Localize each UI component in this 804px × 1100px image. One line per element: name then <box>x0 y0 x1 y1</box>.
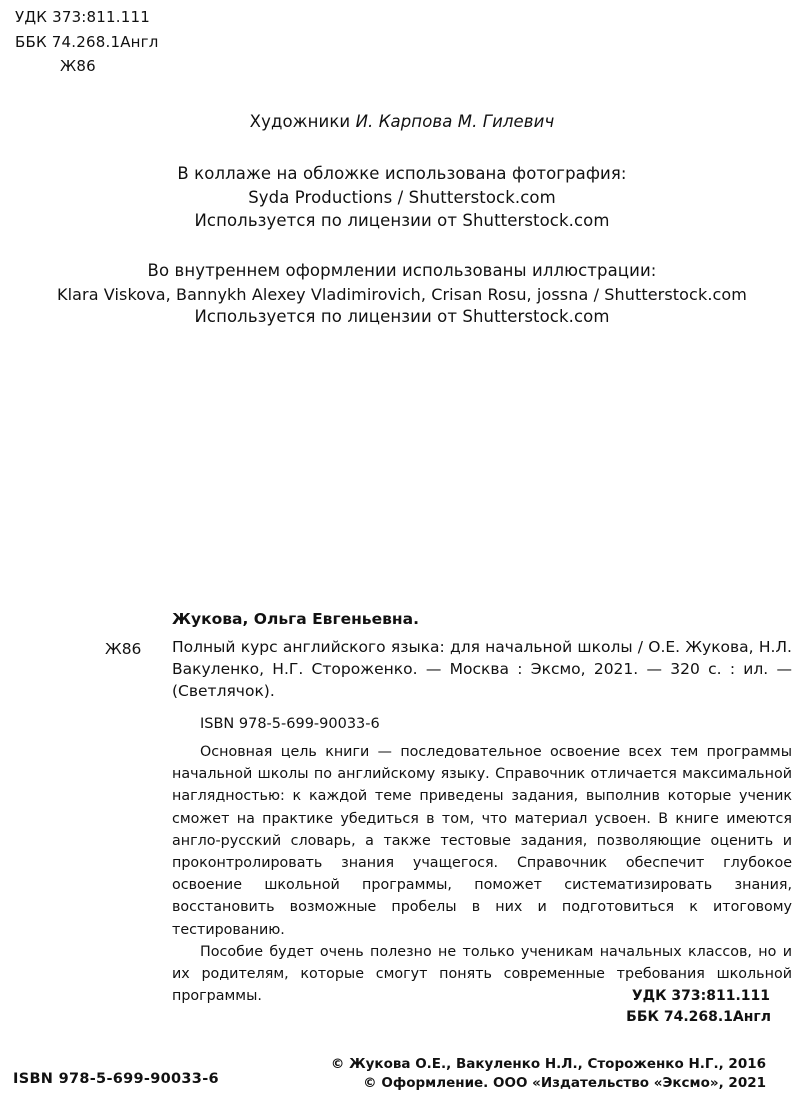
artists-line <box>0 112 804 131</box>
abstract <box>172 741 792 1007</box>
udk-code-bottom: УДК 373:811.111 <box>631 988 770 1004</box>
artists-names: И. Карпова М. Гилевич <box>355 112 555 131</box>
cover-credit-line1: В коллаже на обложке использована фотография: <box>177 164 627 183</box>
cover-credit-line3: Используется по лицензии от Shutterstock.com <box>194 211 610 230</box>
artists-label: Художники <box>249 112 351 131</box>
interior-credit-line3: Используется по лицензии от Shutterstock.com <box>194 307 610 326</box>
udk-code: УДК 373:811.111 <box>15 8 150 26</box>
author-mark: Ж86 <box>60 57 96 75</box>
copyright-design: © Оформление. ООО «Издательство «Эксмо», 2021 <box>363 1075 766 1091</box>
abstract-paragraph-2: Пособие будет очень полезно не только ученикам начальных классов, но и их родителям, которые смогут понять современные требования школьной программы. <box>172 943 792 1005</box>
record-description: Полный курс английского языка: для начальной школы / О.Е. Жукова, Н.Л. Вакуленко, Н.Г. Стороженко. — Москва : Эксмо, 2021. — 320 с. : ил. — (Светлячок). <box>172 638 792 700</box>
record-author: Жукова, Ольга Евгеньевна. <box>172 610 419 628</box>
interior-credit-line2: Klara Viskova, Bannykh Alexey Vladimirovich, Crisan Rosu, jossna / Shutterstock.com <box>57 285 747 304</box>
cover-credit-line2: Syda Productions / Shutterstock.com <box>248 188 556 207</box>
abstract-paragraph-1: Основная цель книги — последовательное освоение всех тем программы начальной школы по английскому языку. Справочник отличается максимальной наглядностью: к каждой теме приведены задания, выполнив которые ученик сможет на практике убедиться в том, что материал усвоен. В книге имеются англо-русский словарь, а также тестовые задания, позволяющие оценить и проконтролировать знания учащегося. Справочник обеспечит глубокое освоение школьной программы, поможет систематизировать знания, восстановить возможные пробелы в них и подготовиться к итоговому тестированию. <box>172 744 792 938</box>
interior-credit-line1: Во внутреннем оформлении использованы иллюстрации: <box>147 261 657 280</box>
copyright-authors: © Жукова О.Е., Вакуленко Н.Л., Стороженко Н.Г., 2016 <box>330 1056 766 1072</box>
footer-isbn: ISBN 978-5-699-90033-6 <box>13 1071 219 1087</box>
bbk-code: ББК 74.268.1Англ <box>15 33 159 51</box>
bbk-code-bottom: ББК 74.268.1Англ <box>626 1009 771 1025</box>
record-shelf-mark: Ж86 <box>105 640 142 658</box>
record-isbn: ISBN 978-5-699-90033-6 <box>200 716 380 732</box>
